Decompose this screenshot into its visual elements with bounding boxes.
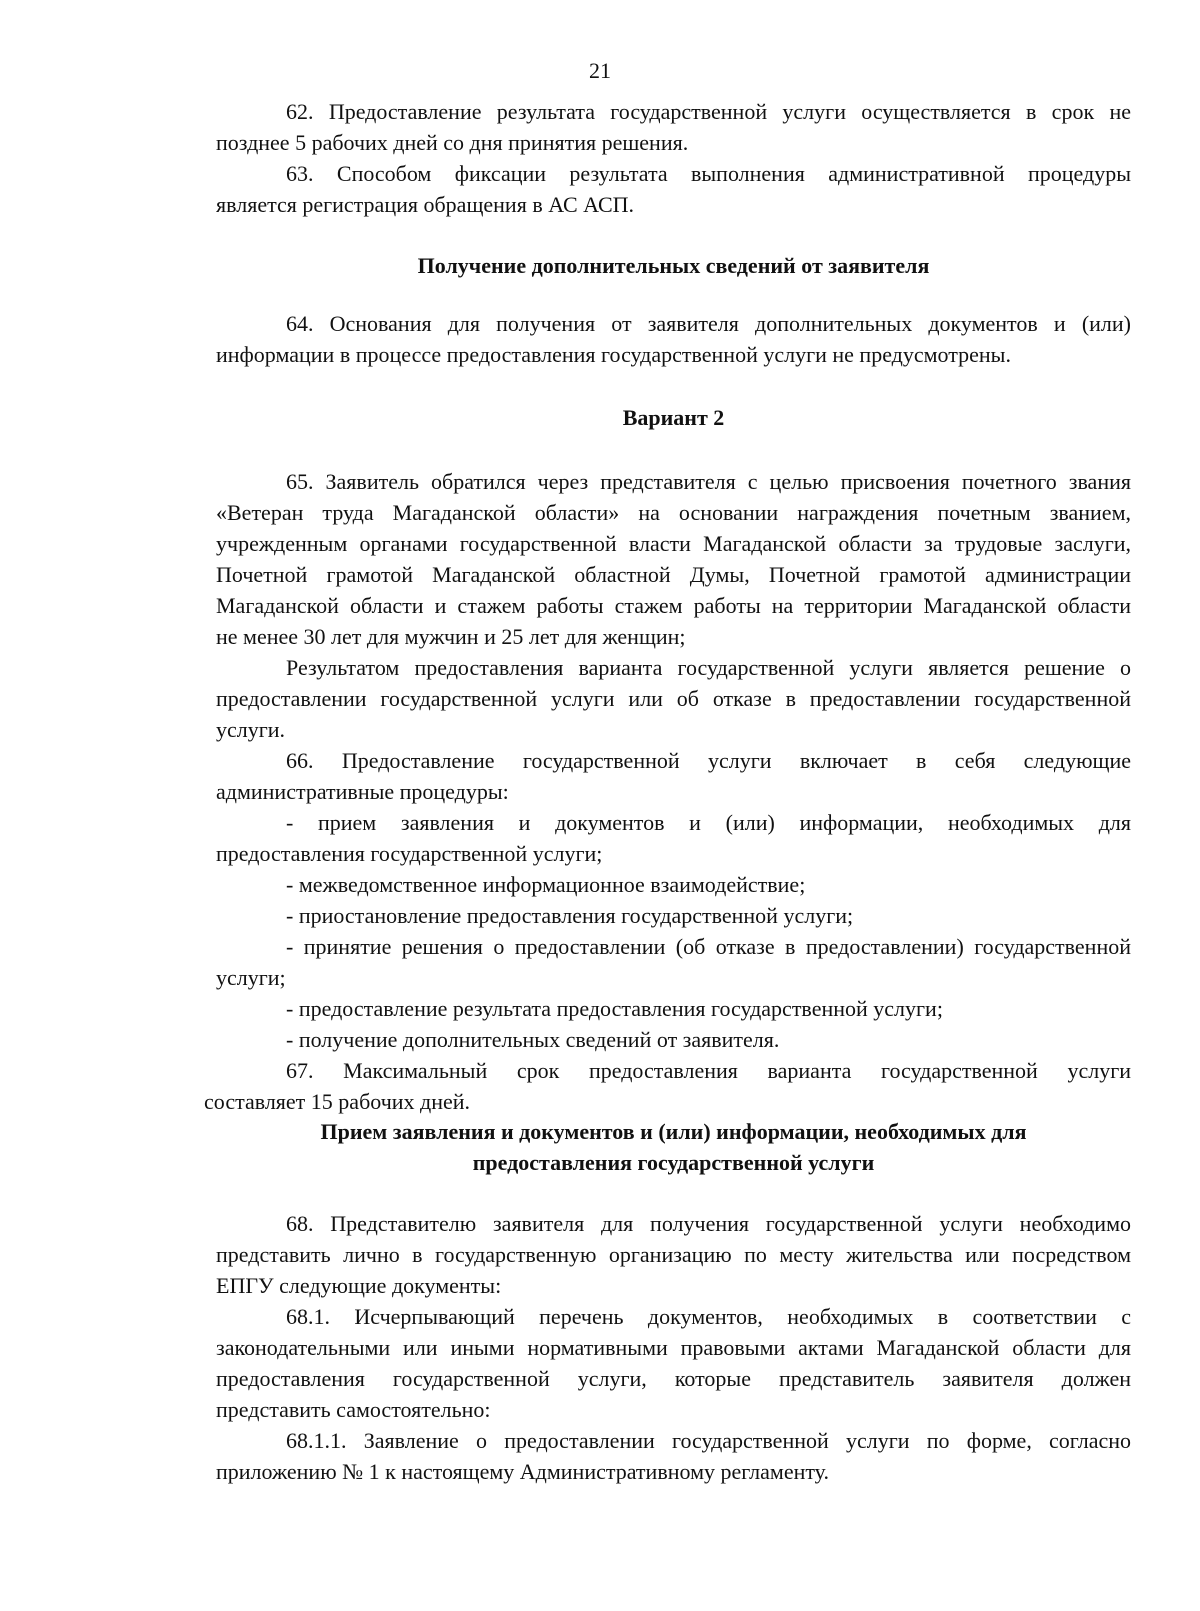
section-heading-reception (216, 1116, 1131, 1178)
paragraphs-65-67 (204, 466, 1131, 1117)
page-number: 21 (589, 58, 611, 83)
paragraph-65-line-6: не менее 30 лет для мужчин и 25 лет для женщин; (216, 624, 686, 649)
paragraph-63-line-2: является регистрация обращения в АС АСП. (216, 192, 635, 217)
paragraph-65-line-2: «Ветеран труда Магаданской области» на основании награждения почетным званием, (216, 500, 1131, 525)
paragraph-65-line-5: Магаданской области и стажем работы стажем работы на территории Магаданской области (216, 593, 1131, 618)
paragraph-62-line-1: 62. Предоставление результата государственной услуги осуществляется в срок не (286, 99, 1131, 124)
paragraph-68-1-line-3: предоставления государственной услуги, которые представитель заявителя должен (216, 1366, 1131, 1391)
paragraph-64-line-2: информации в процессе предоставления государственной услуги не предусмотрены. (216, 342, 1011, 367)
result-paragraph-line-1: Результатом предоставления варианта государственной услуги является решение о (286, 655, 1131, 680)
section-heading-3-line-2: предоставления государственной услуги (472, 1150, 875, 1175)
paragraph-68-line-3: ЕПГУ следующие документы: (216, 1273, 502, 1298)
paragraph-68-1-line-2: законодательными или иными нормативными правовыми актами Магаданской области для (216, 1335, 1131, 1360)
paragraph-68-line-1: 68. Представителю заявителя для получения государственной услуги необходимо (286, 1211, 1131, 1236)
list-item-6: - получение дополнительных сведений от заявителя. (286, 1027, 780, 1052)
section-heading-additional-info (216, 250, 1131, 281)
paragraph-67-line-1: 67. Максимальный срок предоставления варианта государственной услуги (286, 1058, 1131, 1083)
paragraph-68-1-1-line-1: 68.1.1. Заявление о предоставлении государственной услуги по форме, согласно (286, 1428, 1131, 1453)
paragraph-64 (216, 308, 1131, 370)
paragraph-68-1-line-4: представить самостоятельно: (216, 1397, 491, 1422)
paragraph-62-line-2: позднее 5 рабочих дней со дня принятия решения. (216, 130, 689, 155)
list-item-4-line-2: услуги; (216, 965, 286, 990)
paragraph-66-line-1: 66. Предоставление государственной услуги включает в себя следующие (286, 748, 1131, 773)
list-item-2: - межведомственное информационное взаимодействие; (286, 872, 806, 897)
paragraph-65-line-3: учрежденным органами государственной власти Магаданской области за трудовые заслуги, (216, 531, 1131, 556)
result-paragraph-line-3: услуги. (216, 717, 286, 742)
paragraph-64-line-1: 64. Основания для получения от заявителя дополнительных документов и (или) (286, 311, 1131, 336)
section-heading-2: Вариант 2 (622, 405, 725, 430)
list-item-1-line-1: - прием заявления и документов и (или) информации, необходимых для (286, 810, 1131, 835)
section-heading-variant-2 (216, 402, 1131, 433)
paragraph-66-line-2: административные процедуры: (216, 779, 509, 804)
paragraph-65-line-4: Почетной грамотой Магаданской областной Думы, Почетной грамотой администрации (216, 562, 1131, 587)
paragraph-68-1-line-1: 68.1. Исчерпывающий перечень документов, необходимых в соответствии с (286, 1304, 1131, 1329)
paragraph-68-1-1-line-2: приложению № 1 к настоящему Административному регламенту. (216, 1459, 829, 1484)
list-item-4-line-1: - принятие решения о предоставлении (об отказе в предоставлении) государственной (286, 934, 1131, 959)
result-paragraph-line-2: предоставлении государственной услуги или об отказе в предоставлении государственной (216, 686, 1131, 711)
section-heading-1: Получение дополнительных сведений от заявителя (417, 253, 930, 278)
paragraph-65-line-1: 65. Заявитель обратился через представителя с целью присвоения почетного звания (286, 469, 1131, 494)
paragraph-67-line-2: составляет 15 рабочих дней. (204, 1089, 471, 1114)
list-item-5: - предоставление результата предоставления государственной услуги; (286, 996, 943, 1021)
list-item-3: - приостановление предоставления государственной услуги; (286, 903, 854, 928)
section-heading-3-line-1: Прием заявления и документов и (или) информации, необходимых для (320, 1119, 1027, 1144)
paragraph-63-line-1: 63. Способом фиксации результата выполнения административной процедуры (286, 161, 1131, 186)
paragraph-68 (216, 1208, 1131, 1487)
paragraph-68-line-2: представить лично в государственную организацию по месту жительства или посредством (216, 1242, 1131, 1267)
paragraphs-62-63 (216, 96, 1131, 220)
list-item-1-line-2: предоставления государственной услуги; (216, 841, 603, 866)
